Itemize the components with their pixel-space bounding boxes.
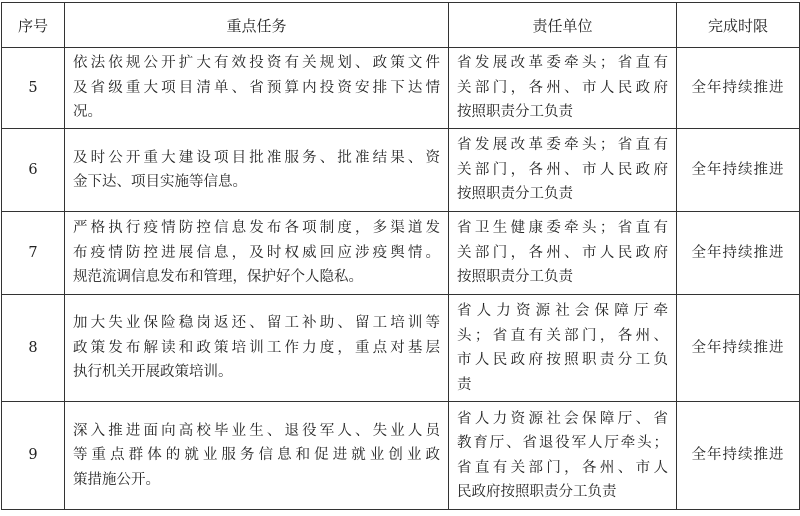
header-unit: 责任单位 bbox=[449, 3, 677, 48]
row-number: 6 bbox=[2, 129, 65, 212]
text-line: 关部门，各州、市人民政府 bbox=[457, 161, 668, 178]
deadline-cell: 全年持续推进 bbox=[677, 48, 800, 129]
text-line: 省卫生健康委牵头；省直有 bbox=[457, 220, 668, 237]
row-number: 8 bbox=[2, 295, 65, 402]
deadline-cell: 全年持续推进 bbox=[677, 402, 800, 510]
text-line: 按照职责分工负责 bbox=[457, 186, 573, 203]
text-line: 关部门，各州、市人民政府 bbox=[457, 79, 668, 96]
responsible-unit-cell bbox=[449, 129, 677, 212]
text-line: 省人力资源社会保障厅牵 bbox=[457, 303, 668, 319]
text-line: 况。 bbox=[73, 104, 102, 121]
task-cell bbox=[65, 129, 449, 212]
header-task: 重点任务 bbox=[65, 3, 449, 48]
task-cell bbox=[65, 212, 449, 295]
text-line: 加大失业保险稳岗返还、留工补助、留工培训等 bbox=[73, 315, 440, 332]
text-line: 及省级重大项目清单、省预算内投资安排下达情 bbox=[73, 79, 440, 96]
responsible-unit-cell bbox=[449, 212, 677, 295]
text-line: 及时公开重大建设项目批准服务、批准结果、资 bbox=[73, 149, 440, 166]
task-cell bbox=[65, 295, 449, 402]
text-line: 民政府按照职责分工负责 bbox=[457, 484, 617, 500]
text-line: 布疫情防控进展信息，及时权威回应涉疫舆情。 bbox=[73, 244, 440, 261]
table-row bbox=[2, 212, 800, 295]
deadline-cell: 全年持续推进 bbox=[677, 295, 800, 402]
row-number: 5 bbox=[2, 48, 65, 129]
table-header-row bbox=[2, 3, 800, 48]
text-line: 等重点群体的就业服务信息和促进就业创业政 bbox=[73, 447, 440, 464]
text-line: 严格执行疫情防控信息发布各项制度，多渠道发 bbox=[73, 220, 440, 237]
task-cell bbox=[65, 402, 449, 510]
header-deadline: 完成时限 bbox=[677, 3, 800, 48]
deadline-cell: 全年持续推进 bbox=[677, 129, 800, 212]
text-line: 省直有关部门，各州、市人 bbox=[457, 459, 668, 476]
text-line: 深入推进面向高校毕业生、退役军人、失业人员 bbox=[73, 422, 440, 439]
table-row bbox=[2, 295, 800, 402]
text-line: 省人力资源社会保障厅、省 bbox=[457, 410, 668, 427]
text-line: 按照职责分工负责 bbox=[457, 269, 573, 286]
text-line: 按照职责分工负责 bbox=[457, 104, 573, 121]
task-table bbox=[1, 2, 800, 510]
text-line: 规范流调信息发布和管理，保护好个人隐私。 bbox=[73, 269, 363, 286]
table-row bbox=[2, 402, 800, 510]
text-line: 头；省直有关部门，各州、 bbox=[457, 327, 668, 344]
text-line: 执行机关开展政策培训。 bbox=[73, 364, 233, 381]
row-number: 9 bbox=[2, 402, 65, 510]
header-number: 序号 bbox=[2, 3, 65, 48]
responsible-unit-cell bbox=[449, 402, 677, 510]
text-line: 省发展改革委牵头；省直有 bbox=[457, 137, 668, 154]
row-number: 7 bbox=[2, 212, 65, 295]
text-line: 政策发布解读和政策培训工作力度，重点对基层 bbox=[73, 339, 440, 356]
responsible-unit-cell bbox=[449, 295, 677, 402]
text-line: 关部门，各州、市人民政府 bbox=[457, 244, 668, 261]
table-row bbox=[2, 129, 800, 212]
text-line: 市人民政府按照职责分工负 bbox=[457, 352, 668, 368]
text-line: 金下达、项目实施等信息。 bbox=[73, 174, 247, 190]
text-line: 教育厅、省退役军人厅牵头； bbox=[457, 435, 668, 451]
deadline-cell: 全年持续推进 bbox=[677, 212, 800, 295]
table-row bbox=[2, 48, 800, 129]
responsible-unit-cell bbox=[449, 48, 677, 129]
text-line: 责 bbox=[457, 376, 472, 393]
text-line: 依法依规公开扩大有效投资有关规划、政策文件 bbox=[73, 55, 440, 72]
text-line: 省发展改革委牵头；省直有 bbox=[457, 55, 668, 72]
text-line: 策措施公开。 bbox=[73, 471, 160, 488]
task-cell bbox=[65, 48, 449, 129]
